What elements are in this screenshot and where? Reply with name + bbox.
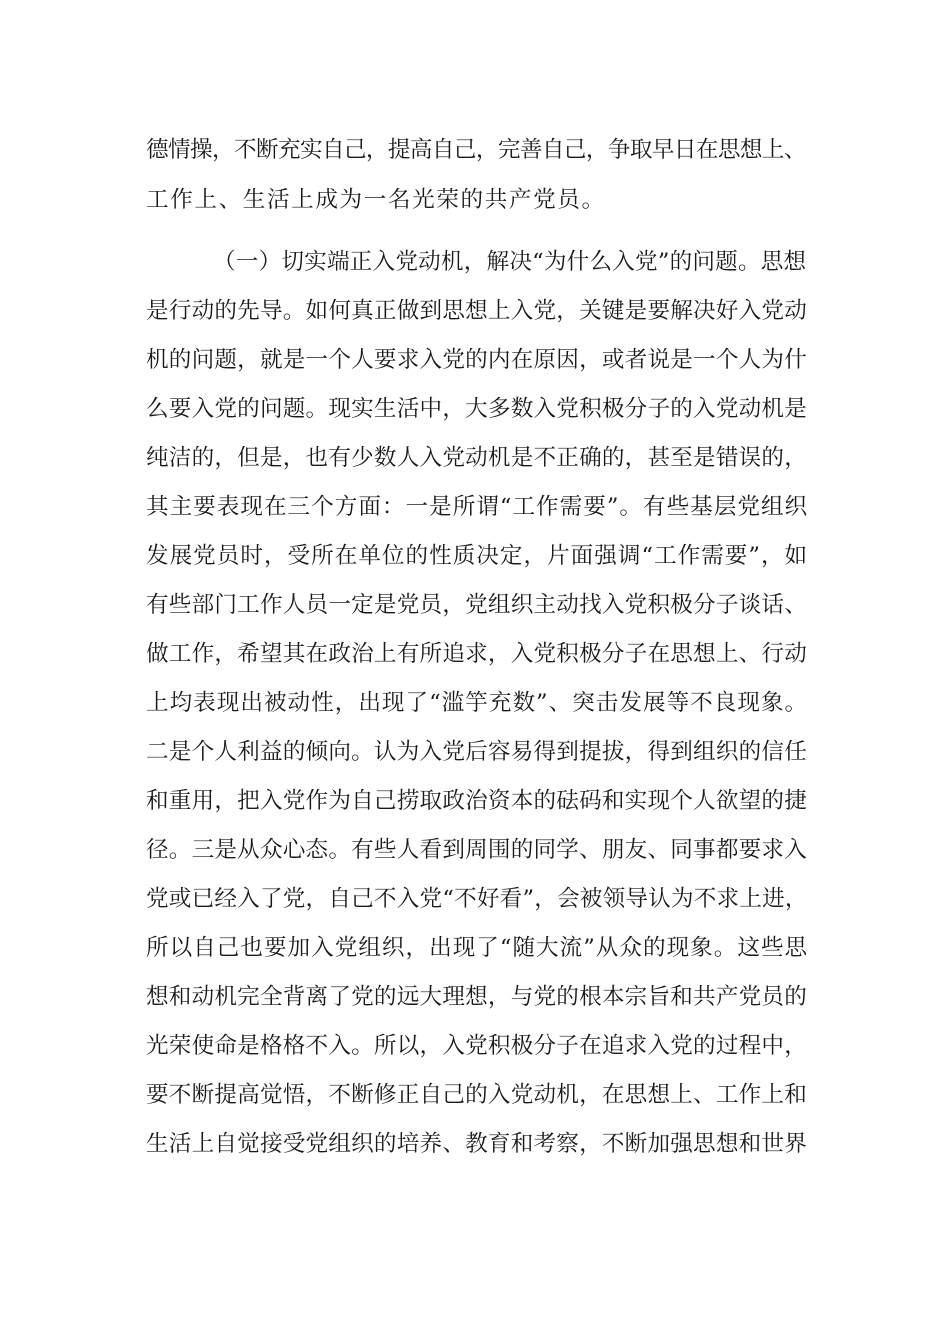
text-line: 是行动的先导。如何真正做到思想上入党，关键是要解决好入党动 xyxy=(146,298,808,324)
text-line: 做工作，希望其在政治上有所追求，入党积极分子在思想上、行动 xyxy=(146,641,808,667)
text-line: 径。三是从众心态。有些人看到周围的同学、朋友、同事都要求入 xyxy=(146,837,808,863)
text-line: 党或已经入了党，自己不入党“不好看”，会被领导认为不求上进， xyxy=(146,886,808,912)
text-line: 生活上自觉接受党组织的培养、教育和考察，不断加强思想和世界 xyxy=(146,1131,808,1157)
paragraph-heading-line: （一）切实端正入党动机，解决“为什么入党”的问题。思想 xyxy=(213,249,807,275)
text-line: 所以自己也要加入党组织，出现了“随大流”从众的现象。这些思 xyxy=(146,935,809,961)
text-line: 发展党员时，受所在单位的性质决定，片面强调“工作需要”，如 xyxy=(146,543,809,569)
text-line: 德情操，不断充实自己，提高自己，完善自己，争取早日在思想上、 xyxy=(146,137,806,163)
text-line: 要不断提高觉悟，不断修正自己的入党动机，在思想上、工作上和 xyxy=(146,1082,808,1108)
text-line: 和重用，把入党作为自己捞取政治资本的砝码和实现个人欲望的捷 xyxy=(146,788,808,814)
text-line: 纯洁的，但是，也有少数人入党动机是不正确的，甚至是错误的， xyxy=(146,445,808,471)
text-line: 工作上、生活上成为一名光荣的共产党员。 xyxy=(146,187,606,213)
text-line: 想和动机完全背离了党的远大理想，与党的根本宗旨和共产党员的 xyxy=(146,984,808,1010)
text-line: 二是个人利益的倾向。认为入党后容易得到提拔，得到组织的信任 xyxy=(146,739,808,765)
text-line: 光荣使命是格格不入。所以，入党积极分子在追求入党的过程中， xyxy=(146,1033,808,1059)
text-line: 有些部门工作人员一定是党员，党组织主动找入党积极分子谈话、 xyxy=(146,592,808,618)
text-line: 么要入党的问题。现实生活中，大多数入党积极分子的入党动机是 xyxy=(146,396,808,422)
text-line: 机的问题，就是一个人要求入党的内在原因，或者说是一个人为什 xyxy=(146,347,808,373)
text-line: 其主要表现在三个方面：一是所谓“工作需要”。有些基层党组织 xyxy=(146,494,809,520)
text-line: 上均表现出被动性，出现了“滥竽充数”、突击发展等不良现象。 xyxy=(146,690,809,716)
